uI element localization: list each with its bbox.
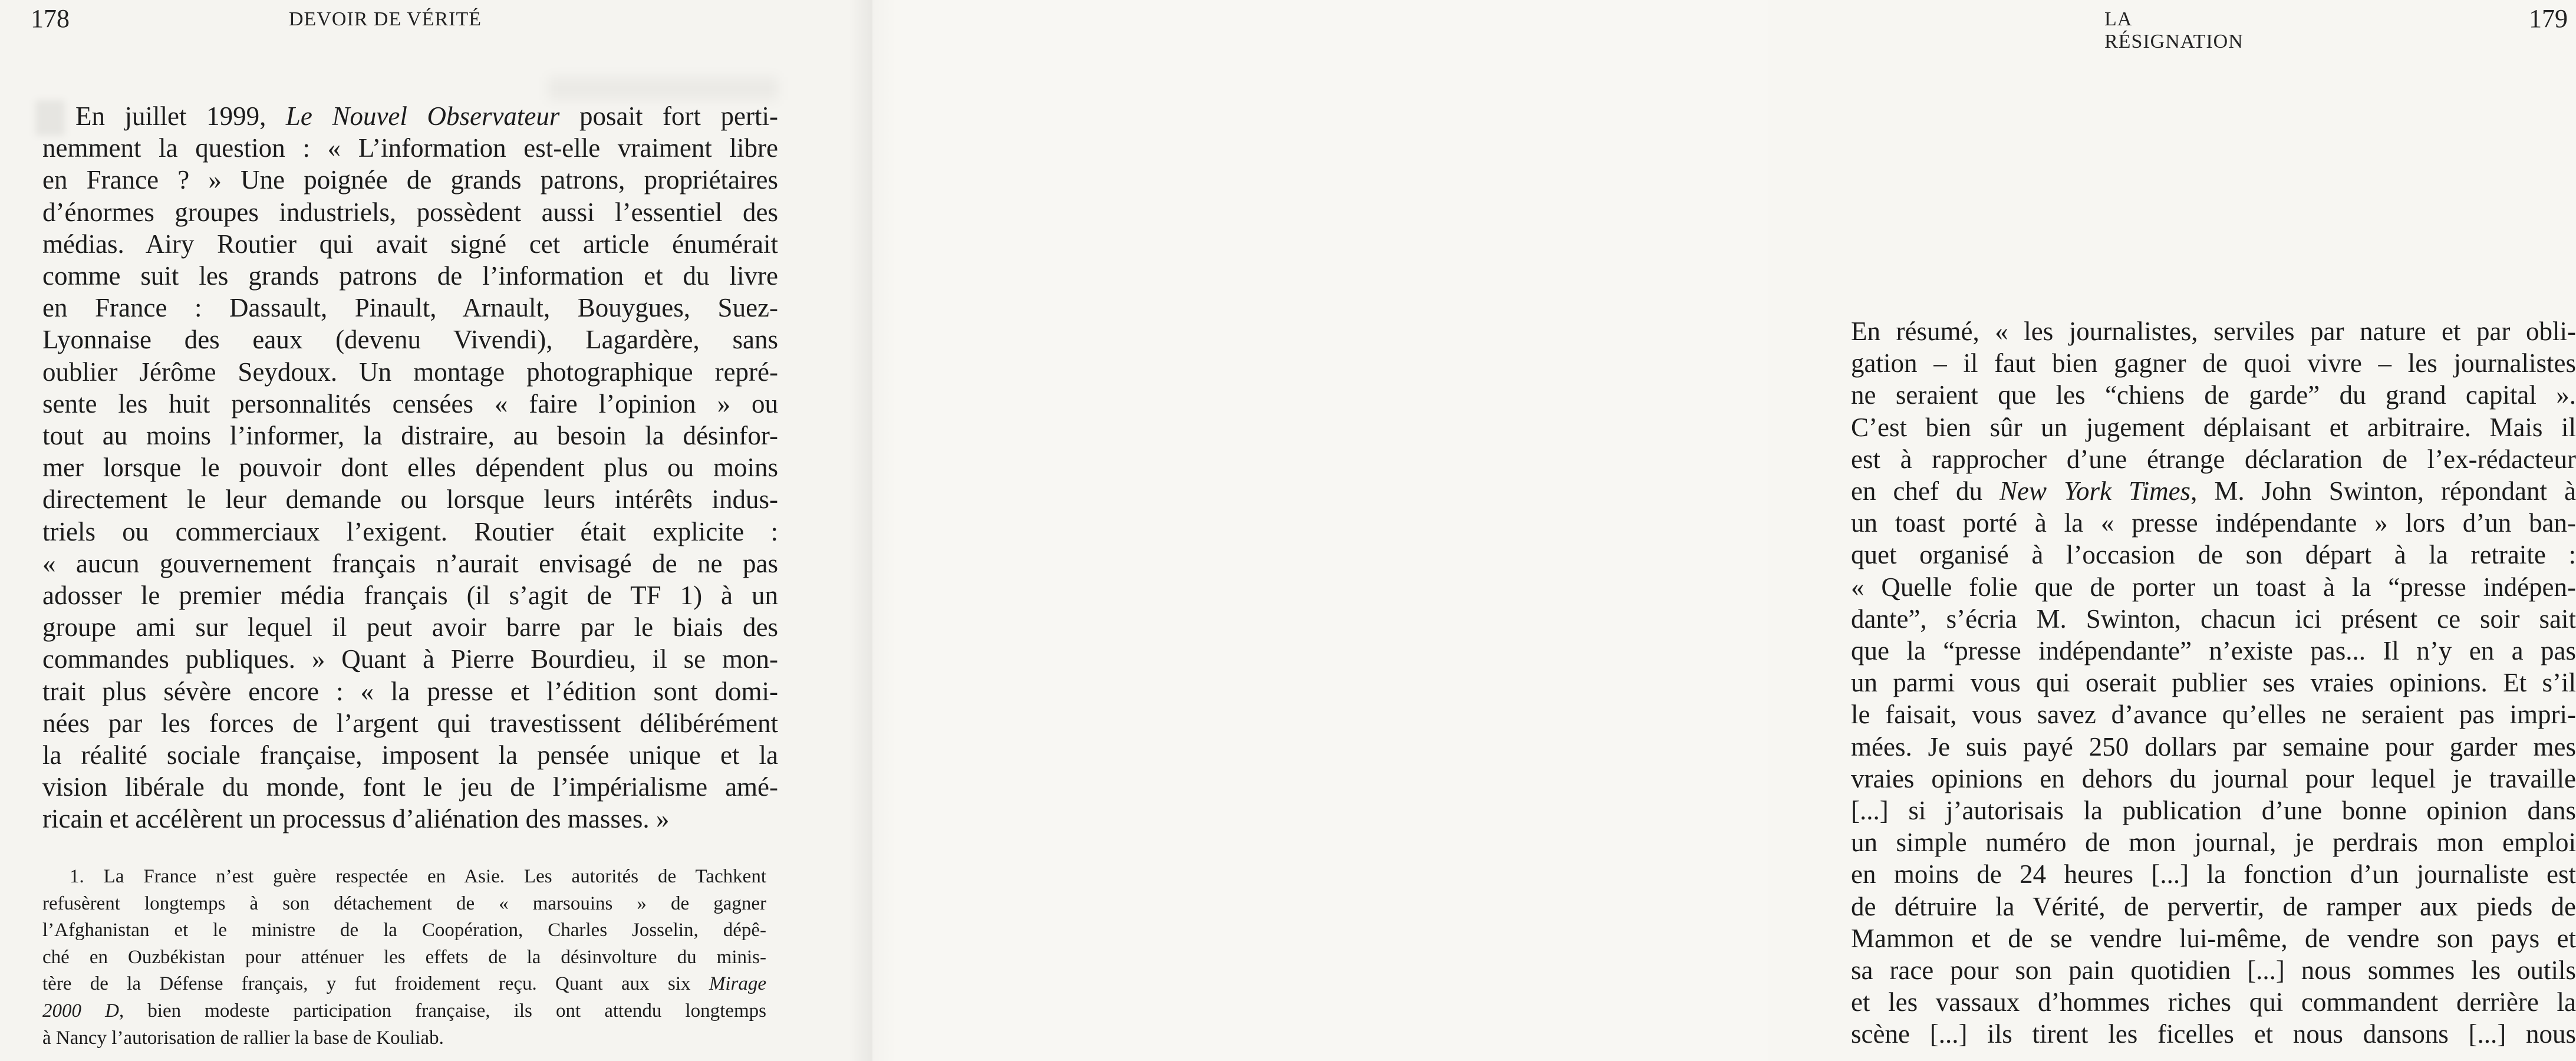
text-line: un simple numéro de mon journal, je perdrais mon emploi (1851, 828, 2576, 858)
text-line: en France : Dassault, Pinault, Arnault, Bouygues, Suez- (42, 293, 778, 323)
text-line: est à rapprocher d’une étrange déclaration de l’ex-rédacteur (1851, 444, 2576, 474)
text-line: En résumé, « les journalistes, serviles par nature et par obli- (1851, 317, 2576, 346)
italic-title: 2000 D (42, 1000, 119, 1022)
text-line: mées. Je suis payé 250 dollars par semaine pour garder mes (1851, 732, 2576, 762)
book-gutter (849, 0, 896, 1061)
italic-title: New York Times (1999, 476, 2191, 506)
text-line: sente les huit personnalités censées « faire l’opinion » ou (42, 388, 778, 419)
text-line: d’énormes groupes industriels, possèdent aussi l’essentiel des (42, 197, 778, 227)
paper-stain (548, 77, 778, 100)
text-line: le faisait, vous savez d’avance qu’elles ne seraient pas impri- (1851, 700, 2576, 730)
text-line: commandes publiques. » Quant à Pierre Bourdieu, il se mon- (42, 644, 778, 674)
footnote (42, 864, 766, 1052)
text-line: de détruire la Vérité, de pervertir, de ramper aux pieds de (1851, 891, 2576, 921)
text-line: C’est bien sûr un jugement déplaisant et arbitraire. Mais il (1851, 412, 2576, 442)
text-line: un toast porté à la « presse indépendante » lors d’un ban- (1851, 508, 2576, 538)
page-number: 178 (31, 4, 70, 33)
text-line: dante”, s’écria M. Swinton, chacun ici présent ce soir sait (1851, 604, 2576, 634)
text-line: en France ? » Une poignée de grands patrons, propriétaires (42, 165, 778, 195)
footnote-line: 2000 D, bien modeste participation française, ils ont attendu longtemps (42, 1000, 766, 1022)
body-text (1851, 315, 2576, 1050)
text-line: tout au moins l’informer, la distraire, au besoin la désinfor- (42, 421, 778, 451)
text-line: gation – il faut bien gagner de quoi vivre – les journalistes (1851, 348, 2576, 378)
text-line: triels ou commerciaux l’exigent. Routier était explicite : (42, 516, 778, 546)
text-line: quet organisé à l’occasion de son départ à la retraite : (1851, 540, 2576, 570)
left-page (0, 0, 872, 1061)
text-line: [...] si j’autorisais la publication d’une bonne opinion dans (1851, 796, 2576, 826)
text-line: nées par les forces de l’argent qui travestissent délibérément (42, 708, 778, 738)
text-line: nemment la question : « L’information est-elle vraiment libre (42, 133, 778, 163)
text-line: trait plus sévère encore : « la presse et l’édition sont domi- (42, 676, 778, 706)
text-line: et les vassaux d’hommes riches qui commandent derrière la (1851, 987, 2576, 1017)
text-line: un parmi vous qui oserait publier ses vraies opinions. Et s’il (1851, 668, 2576, 698)
footnote-line: refusèrent longtemps à son détachement de « marsouins » de gagner (42, 892, 766, 914)
text-line: En juillet 1999, Le Nouvel Observateur posait fort perti- (75, 101, 778, 131)
text-line: Mammon et de se vendre lui-même, de vendre son pays et (1851, 923, 2576, 953)
text-line: comme suit les grands patrons de l’information et du livre (42, 261, 778, 291)
text-line: directement le leur demande ou lorsque leurs intérêts indus- (42, 485, 778, 515)
text-line: vraies opinions en dehors du journal pour lequel je travaille (1851, 763, 2576, 793)
text-line: « Quelle folie que de porter un toast à la “presse indépen- (1851, 572, 2576, 602)
text-line: en chef du New York Times, M. John Swinton, répondant à (1851, 476, 2576, 506)
text-line: en moins de 24 heures [...] la fonction d’un journaliste est (1851, 859, 2576, 889)
text-line: ricain et accélèrent un processus d’aliénation des masses. » (42, 804, 670, 834)
text-line: médias. Airy Routier qui avait signé cet article énumérait (42, 229, 778, 259)
running-head: DEVOIR DE VÉRITÉ (289, 8, 482, 30)
footnote-line: à Nancy l’autorisation de rallier la base de Kouliab. (42, 1027, 444, 1049)
text-line: « aucun gouvernement français n’aurait envisagé de ne pas (42, 548, 778, 578)
text-line: mer lorsque le pouvoir dont elles dépendent plus ou moins (42, 453, 778, 483)
footnote-line: l’Afghanistan et le ministre de la Coopération, Charles Josselin, dépê- (42, 920, 766, 941)
running-head: LA RÉSIGNATION (2104, 8, 2244, 52)
text-line: groupe ami sur lequel il peut avoir barre par le biais des (42, 612, 778, 642)
page-number: 179 (2529, 4, 2568, 33)
footnote-line: 1. La France n’est guère respectée en Asie. Les autorités de Tachkent (70, 866, 766, 887)
body-text (42, 100, 778, 835)
text-line: la réalité sociale française, imposent la pensée unique et la (42, 740, 778, 770)
text-line: ne seraient que les “chiens de garde” du grand capital ». (1851, 380, 2576, 410)
footnote-line: ché en Ouzbékistan pour atténuer les effets de la désinvolture du minis- (42, 946, 766, 968)
italic-title: Mirage (709, 973, 766, 995)
text-line: oublier Jérôme Seydoux. Un montage photographique repré- (42, 357, 778, 387)
footnote-line: tère de la Défense français, y fut froidement reçu. Quant aux six Mirage (42, 973, 766, 995)
text-line: que la “presse indépendante” n’existe pas... Il n’y en a pas (1851, 636, 2576, 666)
italic-title: Le Nouvel Observateur (285, 101, 560, 131)
text-line: adosser le premier média français (il s’agit de TF 1) à un (42, 581, 778, 611)
text-line: vision libérale du monde, font le jeu de l’impérialisme amé- (42, 772, 778, 802)
text-line: sa race pour son pain quotidien [...] nous sommes les outils (1851, 955, 2576, 986)
right-page (872, 0, 2576, 1061)
text-line: Lyonnaise des eaux (devenu Vivendi), Lagardère, sans (42, 325, 778, 355)
text-line: scène [...] ils tirent les ficelles et nous dansons [...] nous (1851, 1019, 2576, 1049)
